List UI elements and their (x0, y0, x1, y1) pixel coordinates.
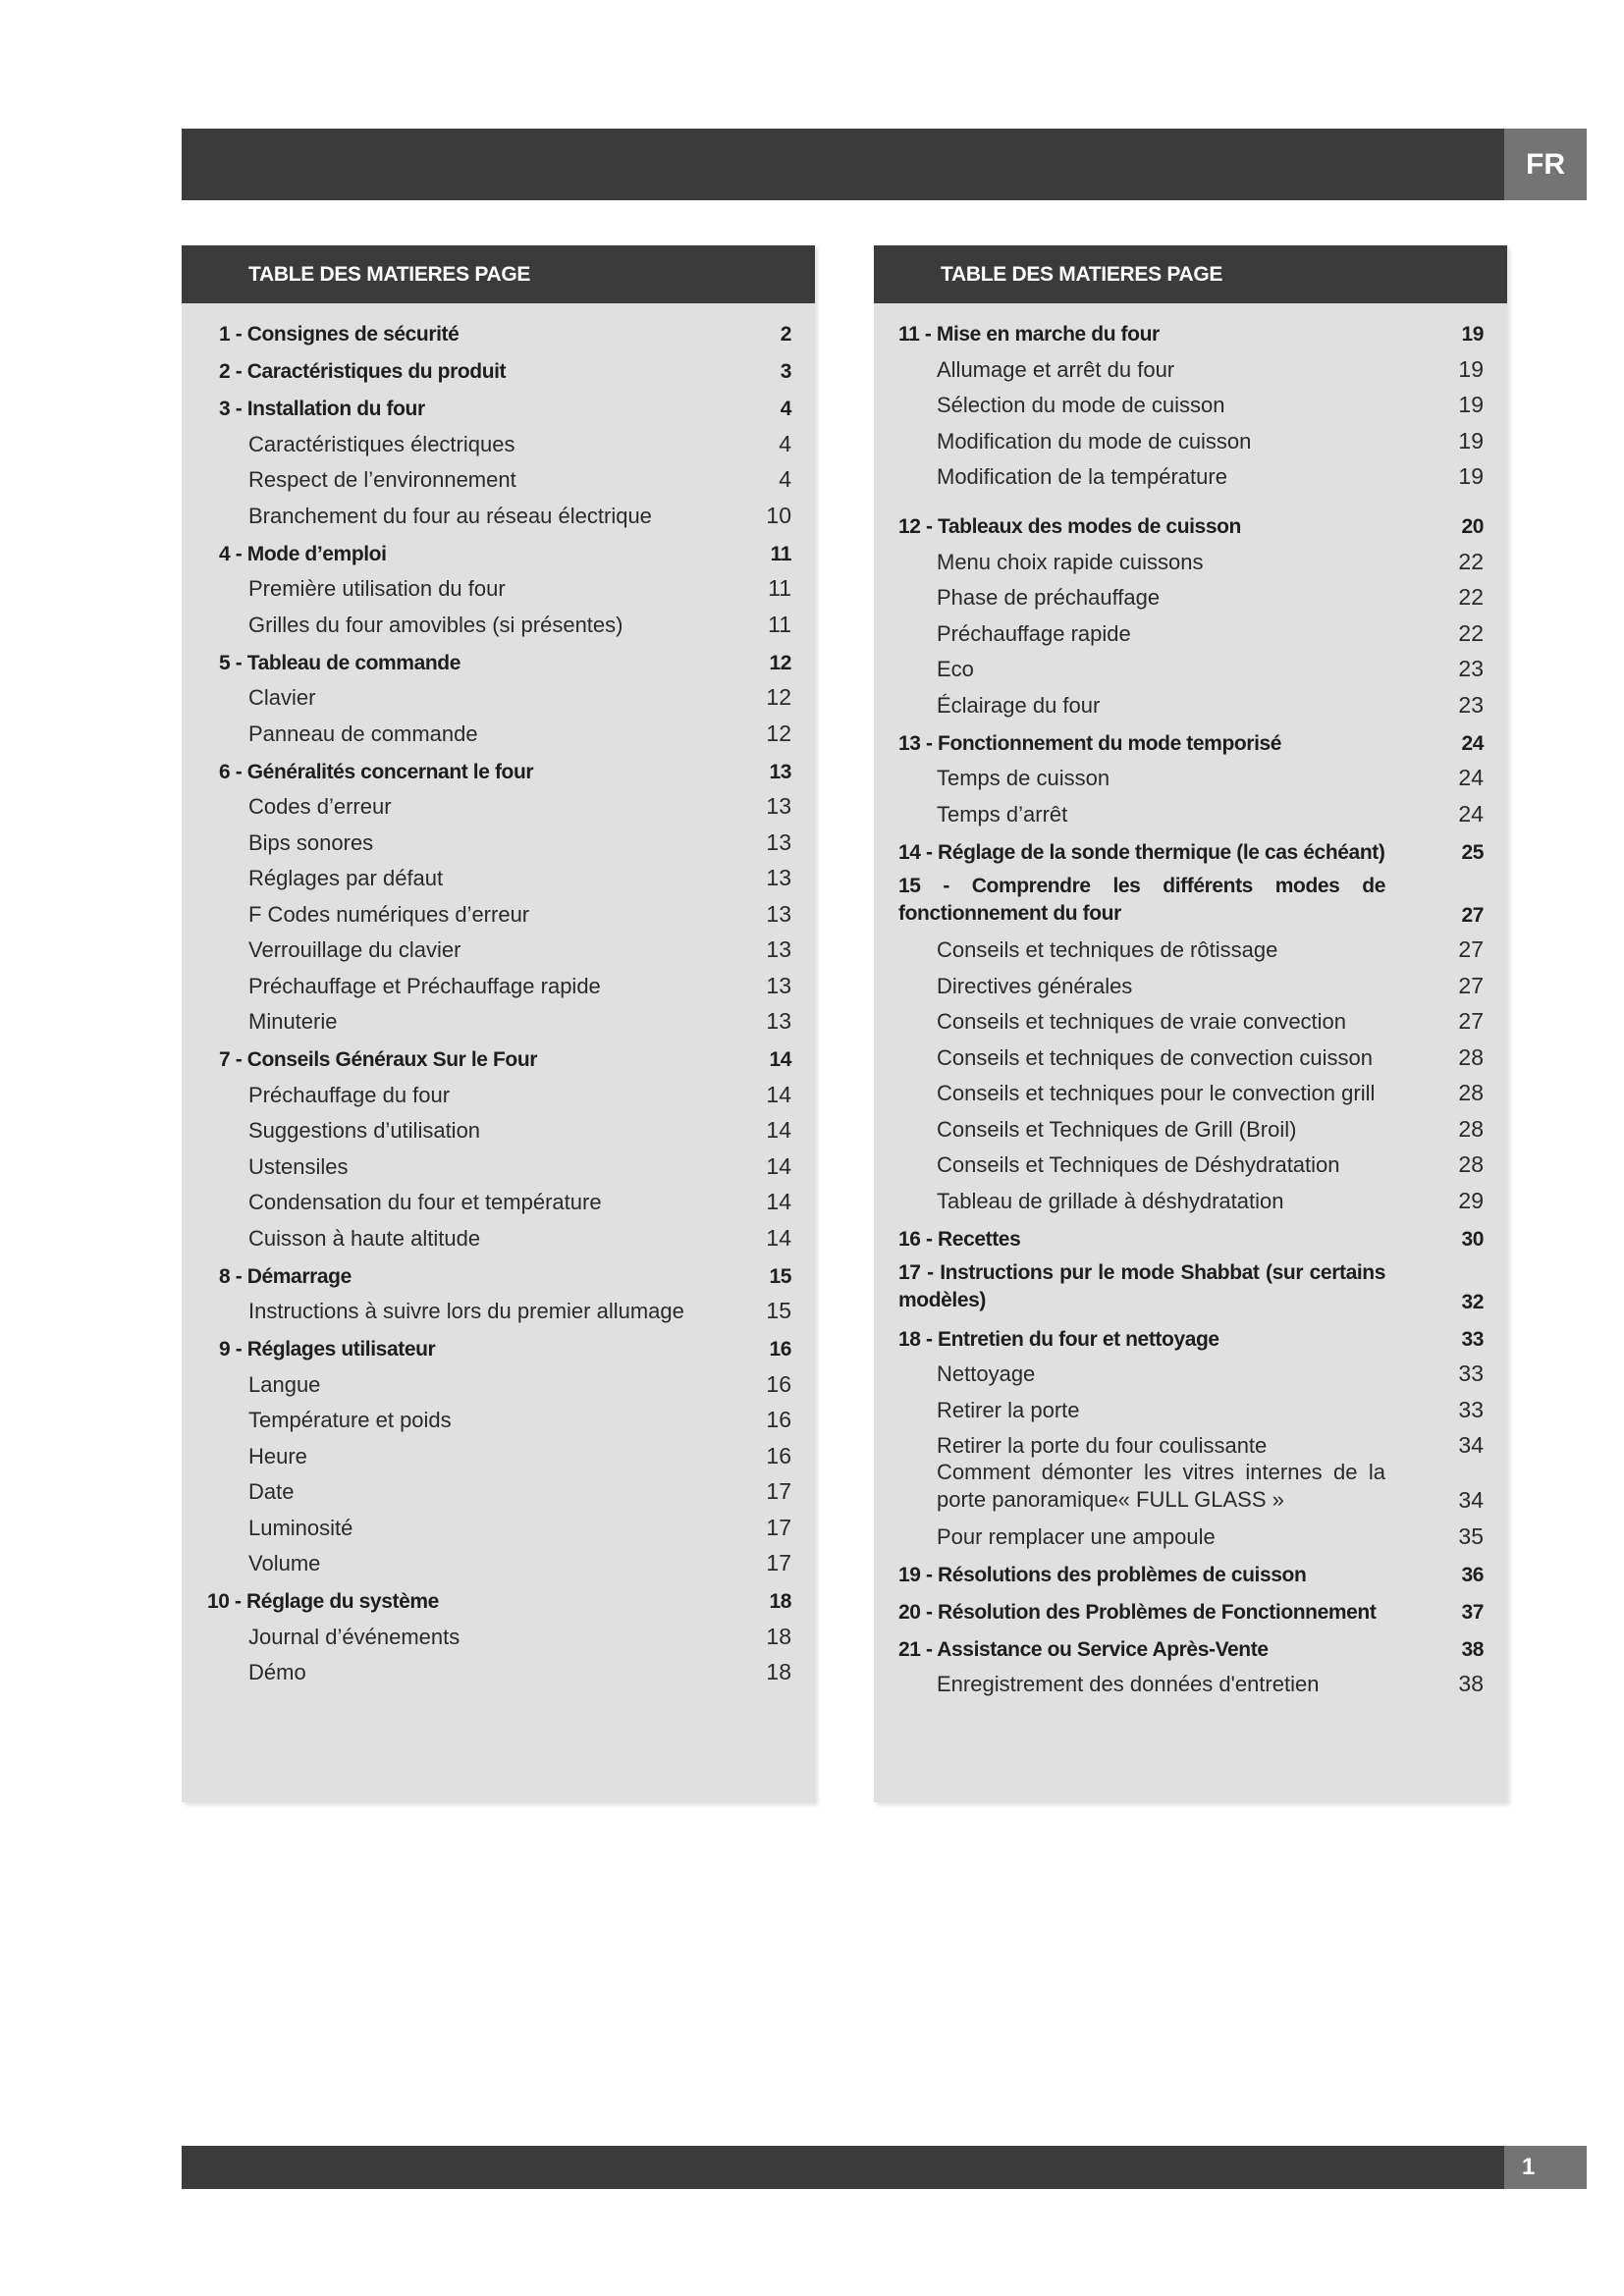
toc-entry-page: 19 (1461, 323, 1484, 346)
toc-entry-label: 11 - Mise en marche du four (898, 323, 1160, 346)
toc-entry-page: 28 (1458, 1151, 1484, 1177)
toc-entry-label: Eco (937, 657, 974, 681)
toc-entry-page: 10 (766, 502, 791, 528)
toc-entry-page: 16 (766, 1442, 791, 1468)
toc-subentry (182, 1072, 815, 1108)
toc-entry-label: 7 - Conseils Généraux Sur le Four (219, 1048, 538, 1071)
toc-subentry (874, 347, 1507, 383)
toc-entry-page: 22 (1458, 548, 1484, 574)
toc-entry-page: 15 (766, 1298, 791, 1323)
toc-entry-label: Pour remplacer une ampoule (937, 1523, 1216, 1549)
toc-entry-page: 34 (1458, 1432, 1484, 1458)
toc-entry-page: 19 (1458, 355, 1484, 382)
toc-entry-page: 28 (1458, 1115, 1484, 1142)
toc-entry-page: 17 (766, 1478, 791, 1504)
toc-entry-page: 27 (1458, 936, 1484, 962)
toc-entry-page: 14 (766, 1081, 791, 1107)
toc-entry-page: 37 (1461, 1600, 1484, 1624)
toc-subentry (874, 1423, 1507, 1460)
toc-subentry (182, 1398, 815, 1434)
toc-entry-label: Date (248, 1479, 295, 1504)
toc-entry-label: Temps d’arrêt (937, 801, 1068, 827)
toc-subentry (182, 1215, 815, 1252)
toc-entry-page: 33 (1458, 1361, 1484, 1386)
toc-subentry (874, 963, 1507, 999)
toc-subentry (874, 454, 1507, 491)
toc-entry-page: 13 (766, 828, 791, 855)
toc-entry-page: 35 (1458, 1522, 1484, 1549)
toc-section-entry (874, 1558, 1507, 1587)
toc-entry-page: 20 (1461, 515, 1484, 538)
toc-entry-label: Comment démonter les vitres internes de la porte panoramique« FULL GLASS » (937, 1460, 1385, 1512)
toc-column-left (182, 245, 815, 1802)
toc-entry-label: Nettoyage (937, 1362, 1036, 1386)
toc-entry-label: Instructions à suivre lors du premier allumage (248, 1299, 684, 1323)
toc-subentry (182, 1108, 815, 1145)
toc-section-entry (182, 755, 815, 784)
toc-subentry (182, 1650, 815, 1686)
toc-entry-label: Condensation du four et température (248, 1190, 602, 1214)
toc-entry-label: Luminosité (248, 1515, 353, 1540)
toc-entry-label: Conseils et techniques de convection cuisson (937, 1044, 1373, 1070)
toc-entry-page: 16 (766, 1407, 791, 1432)
toc-entry-label: 17 - Instructions pur le mode Shabbat (sur certains modèles) (898, 1260, 1385, 1311)
toc-subentry (874, 539, 1507, 575)
toc-entry-label: Phase de préchauffage (937, 585, 1161, 610)
toc-section-entry (182, 354, 815, 384)
toc-entry-page: 3 (780, 360, 791, 383)
toc-entry-page: 14 (766, 1152, 791, 1179)
toc-entry-page: 22 (1458, 584, 1484, 610)
toc-entry-page: 12 (766, 684, 791, 710)
toc-subentry (182, 421, 815, 457)
toc-subentry (874, 1514, 1507, 1550)
toc-entry-page: 13 (766, 936, 791, 962)
toc-entry-label: 10 - Réglage du système (207, 1590, 439, 1613)
toc-subentry (874, 383, 1507, 419)
toc-entry-label: Directives générales (937, 973, 1133, 998)
toc-entry-label: Codes d’erreur (248, 794, 392, 819)
language-badge: FR (1504, 129, 1587, 200)
toc-entry-label: 3 - Installation du four (219, 398, 425, 420)
toc-subentry (182, 891, 815, 928)
toc-entry-label: Ustensiles (248, 1153, 349, 1179)
toc-entry-page: 33 (1458, 1396, 1484, 1422)
toc-entry-page: 4 (779, 466, 791, 492)
toc-entry-page: 24 (1461, 731, 1484, 755)
toc-entry-label: 13 - Fonctionnement du mode temporisé (898, 731, 1282, 755)
toc-subentry (874, 575, 1507, 612)
toc-entry-page: 17 (766, 1550, 791, 1575)
toc-entry-label: Conseils et techniques de rôtissage (937, 937, 1278, 962)
toc-entry-label: Première utilisation du four (248, 576, 506, 601)
toc-entry-label: 18 - Entretien du four et nettoyage (898, 1327, 1219, 1351)
toc-entry-page: 13 (766, 1008, 791, 1034)
toc-entry-label: Minuterie (248, 1009, 338, 1034)
toc-entry-page: 27 (1458, 972, 1484, 998)
toc-entry-label: Éclairage du four (937, 692, 1101, 718)
toc-entry-label: Modification du mode de cuisson (937, 428, 1252, 454)
toc-section-entry (874, 1595, 1507, 1625)
toc-entry-page: 27 (1458, 1008, 1484, 1034)
toc-entry-page: 19 (1458, 463, 1484, 489)
toc-entry-label: Verrouillage du clavier (248, 937, 461, 962)
toc-entry-label: Allumage et arrêt du four (937, 356, 1175, 382)
toc-entry-page: 14 (769, 1048, 791, 1071)
toc-entry-page: 29 (1458, 1187, 1484, 1213)
toc-section-entry (874, 1259, 1507, 1314)
toc-entry-page: 11 (768, 575, 791, 601)
toc-entry-page: 13 (766, 865, 791, 890)
toc-subentry (182, 999, 815, 1036)
toc-entry-label: 4 - Mode d’emploi (219, 542, 387, 565)
toc-subentry (874, 791, 1507, 828)
toc-entry-label: Bips sonores (248, 829, 374, 855)
toc-entry-page: 25 (1461, 840, 1484, 864)
toc-entry-page: 33 (1461, 1327, 1484, 1351)
toc-entry-page: 36 (1461, 1563, 1484, 1586)
toc-entry-label: Enregistrement des données d'entretien (937, 1672, 1320, 1696)
toc-entry-page: 17 (766, 1514, 791, 1540)
toc-section-entry (874, 726, 1507, 756)
toc-entry-page: 2 (780, 323, 791, 346)
toc-entry-page: 24 (1458, 765, 1484, 790)
toc-entry-page: 38 (1461, 1637, 1484, 1661)
toc-entry-page: 16 (766, 1370, 791, 1397)
toc-subentry (874, 999, 1507, 1036)
toc-entry-page: 15 (769, 1264, 791, 1288)
toc-subentry (874, 1143, 1507, 1179)
toc-subentry (182, 1469, 815, 1506)
toc-subentry (182, 493, 815, 529)
toc-subentry (874, 1178, 1507, 1214)
toc-subentry (182, 602, 815, 638)
toc-column-title: TABLE DES MATIERES PAGE (874, 245, 1507, 303)
toc-entry-label: 20 - Résolution des Problèmes de Fonctionnement (898, 1600, 1377, 1624)
toc-subentry (182, 784, 815, 821)
toc-entry-label: 15 - Comprendre les différents modes de fonctionnement du four (898, 874, 1385, 925)
toc-entry-label: F Codes numériques d’erreur (248, 901, 530, 927)
toc-entry-page: 18 (766, 1659, 791, 1684)
toc-entry-page: 14 (766, 1189, 791, 1214)
toc-section-entry (182, 1332, 815, 1362)
toc-entry-label: Langue (248, 1371, 321, 1397)
toc-entry-label: Conseils et Techniques de Grill (Broil) (937, 1116, 1297, 1142)
toc-entry-label: Caractéristiques électriques (248, 431, 515, 456)
toc-subentry (874, 1071, 1507, 1107)
toc-entry-page: 14 (766, 1224, 791, 1251)
toc-entry-label: 6 - Généralités concernant le four (219, 760, 534, 783)
toc-entry-label: 21 - Assistance ou Service Après-Vente (898, 1637, 1269, 1661)
toc-entry-label: Tableau de grillade à déshydratation (937, 1188, 1284, 1213)
toc-entry-page: 13 (766, 900, 791, 927)
toc-entry-label: Journal d’événements (248, 1624, 460, 1649)
toc-entry-label: Modification de la température (937, 464, 1227, 489)
toc-entry-label: Suggestions d’utilisation (248, 1118, 481, 1143)
toc-subentry (874, 647, 1507, 683)
toc-entry-page: 34 (1458, 1487, 1484, 1513)
toc-subentry (874, 1387, 1507, 1423)
toc-subentry (182, 457, 815, 494)
toc-subentry (182, 1505, 815, 1541)
toc-entry-page: 22 (1458, 619, 1484, 646)
toc-entry-label: Clavier (248, 685, 316, 710)
toc-subentry (182, 1433, 815, 1469)
toc-entry-label: 14 - Réglage de la sonde thermique (le cas échéant) (898, 840, 1385, 864)
toc-entry-label: 5 - Tableau de commande (219, 651, 460, 674)
toc-entries-right (874, 303, 1507, 1697)
toc-section-entry (182, 1259, 815, 1289)
toc-subentry (874, 682, 1507, 719)
toc-entry-label: 12 - Tableaux des modes de cuisson (898, 515, 1241, 538)
toc-entry-page: 13 (766, 972, 791, 998)
toc-entry-page: 30 (1461, 1227, 1484, 1251)
toc-entry-page: 19 (1458, 392, 1484, 417)
toc-entry-label: Conseils et techniques de vraie convection (937, 1009, 1347, 1034)
toc-section-entry (874, 835, 1507, 865)
toc-entry-page: 14 (766, 1117, 791, 1143)
toc-entry-label: Sélection du mode de cuisson (937, 393, 1225, 417)
toc-column-title: TABLE DES MATIERES PAGE (182, 245, 815, 303)
toc-section-entry (874, 1322, 1507, 1352)
toc-subentry (874, 1106, 1507, 1143)
toc-entry-page: 13 (766, 793, 791, 819)
toc-section-entry (874, 1222, 1507, 1252)
toc-entry-label: Retirer la porte du four coulissante (937, 1433, 1268, 1458)
toc-subentry (182, 1180, 815, 1216)
toc-subentry (182, 1541, 815, 1577)
toc-subentry (874, 611, 1507, 647)
toc-entry-page: 18 (769, 1590, 791, 1613)
toc-subentry (182, 820, 815, 856)
toc-entries-left (182, 303, 815, 1685)
toc-entry-label: Temps de cuisson (937, 766, 1110, 790)
toc-entry-label: 16 - Recettes (898, 1227, 1021, 1251)
toc-entry-page: 23 (1458, 691, 1484, 718)
toc-entry-label: Cuisson à haute altitude (248, 1225, 481, 1251)
toc-section-entry (874, 317, 1507, 347)
toc-entry-label: Démo (248, 1660, 306, 1684)
toc-subentry (182, 963, 815, 999)
toc-entry-page: 16 (769, 1338, 791, 1361)
toc-entry-page: 4 (779, 430, 791, 456)
toc-entry-label: Température et poids (248, 1408, 452, 1432)
toc-entry-page: 11 (768, 611, 791, 637)
toc-entry-label: 1 - Consignes de sécurité (219, 323, 460, 346)
toc-subentry (182, 1289, 815, 1325)
toc-entry-label: 8 - Démarrage (219, 1264, 352, 1288)
toc-subentry (874, 928, 1507, 964)
toc-section-entry (182, 646, 815, 675)
toc-entry-label: Conseils et techniques pour le convection grill (937, 1081, 1376, 1105)
toc-section-entry (874, 873, 1507, 928)
toc-subentry (182, 1144, 815, 1180)
toc-section-entry (182, 1584, 815, 1614)
toc-entry-label: Heure (248, 1443, 307, 1468)
toc-entry-label: Menu choix rapide cuissons (937, 549, 1204, 574)
toc-subentry (182, 566, 815, 603)
toc-entry-label: Volume (248, 1551, 321, 1575)
toc-entry-page: 12 (766, 720, 791, 746)
toc-entry-label: Grilles du four amovibles (si présentes) (248, 612, 623, 637)
toc-subentry (182, 711, 815, 747)
toc-section-entry (874, 509, 1507, 539)
toc-entry-label: Panneau de commande (248, 721, 478, 746)
toc-entry-page: 18 (766, 1623, 791, 1649)
toc-entry-page: 11 (770, 542, 791, 565)
toc-entry-page: 23 (1458, 656, 1484, 681)
toc-subentry (874, 1459, 1507, 1514)
toc-subentry (874, 756, 1507, 792)
toc-entry-page: 28 (1458, 1043, 1484, 1070)
toc-section-entry (182, 392, 815, 421)
footer-bar (182, 2146, 1504, 2189)
toc-entry-label: Branchement du four au réseau électrique (248, 503, 652, 528)
toc-entry-page: 12 (769, 651, 791, 674)
toc-entry-label: 2 - Caractéristiques du produit (219, 360, 507, 383)
toc-subentry (874, 418, 1507, 454)
toc-entry-page: 28 (1458, 1080, 1484, 1105)
toc-entry-label: Préchauffage et Préchauffage rapide (248, 973, 601, 998)
toc-entry-label: Conseils et Techniques de Déshydratation (937, 1152, 1340, 1177)
toc-entry-page: 24 (1458, 800, 1484, 827)
toc-subentry (182, 1362, 815, 1398)
toc-entry-label: Préchauffage rapide (937, 620, 1131, 646)
toc-subentry (874, 1035, 1507, 1071)
toc-section-entry (874, 1632, 1507, 1662)
toc-subentry (182, 856, 815, 892)
toc-entry-page: 32 (1461, 1290, 1484, 1313)
toc-entry-label: 19 - Résolutions des problèmes de cuisson (898, 1563, 1307, 1586)
page-number-badge: 1 (1504, 2146, 1587, 2189)
toc-entry-page: 19 (1458, 427, 1484, 454)
toc-entry-page: 38 (1458, 1671, 1484, 1696)
toc-subentry (182, 1614, 815, 1650)
toc-section-entry (182, 317, 815, 347)
toc-entry-label: Réglages par défaut (248, 866, 444, 890)
toc-subentry (182, 928, 815, 964)
toc-entry-label: 9 - Réglages utilisateur (219, 1338, 436, 1361)
toc-section-entry (182, 537, 815, 566)
toc-subentry (874, 1662, 1507, 1698)
header-bar (182, 129, 1504, 200)
toc-subentry (182, 675, 815, 712)
toc-entry-page: 4 (780, 398, 791, 420)
toc-entry-label: Respect de l’environnement (248, 467, 516, 492)
toc-entry-page: 13 (769, 760, 791, 783)
toc-column-right (874, 245, 1507, 1802)
toc-entry-label: Préchauffage du four (248, 1082, 451, 1107)
toc-entry-label: Retirer la porte (937, 1397, 1080, 1422)
toc-subentry (874, 1352, 1507, 1388)
toc-section-entry (182, 1042, 815, 1072)
toc-entry-page: 27 (1461, 903, 1484, 927)
